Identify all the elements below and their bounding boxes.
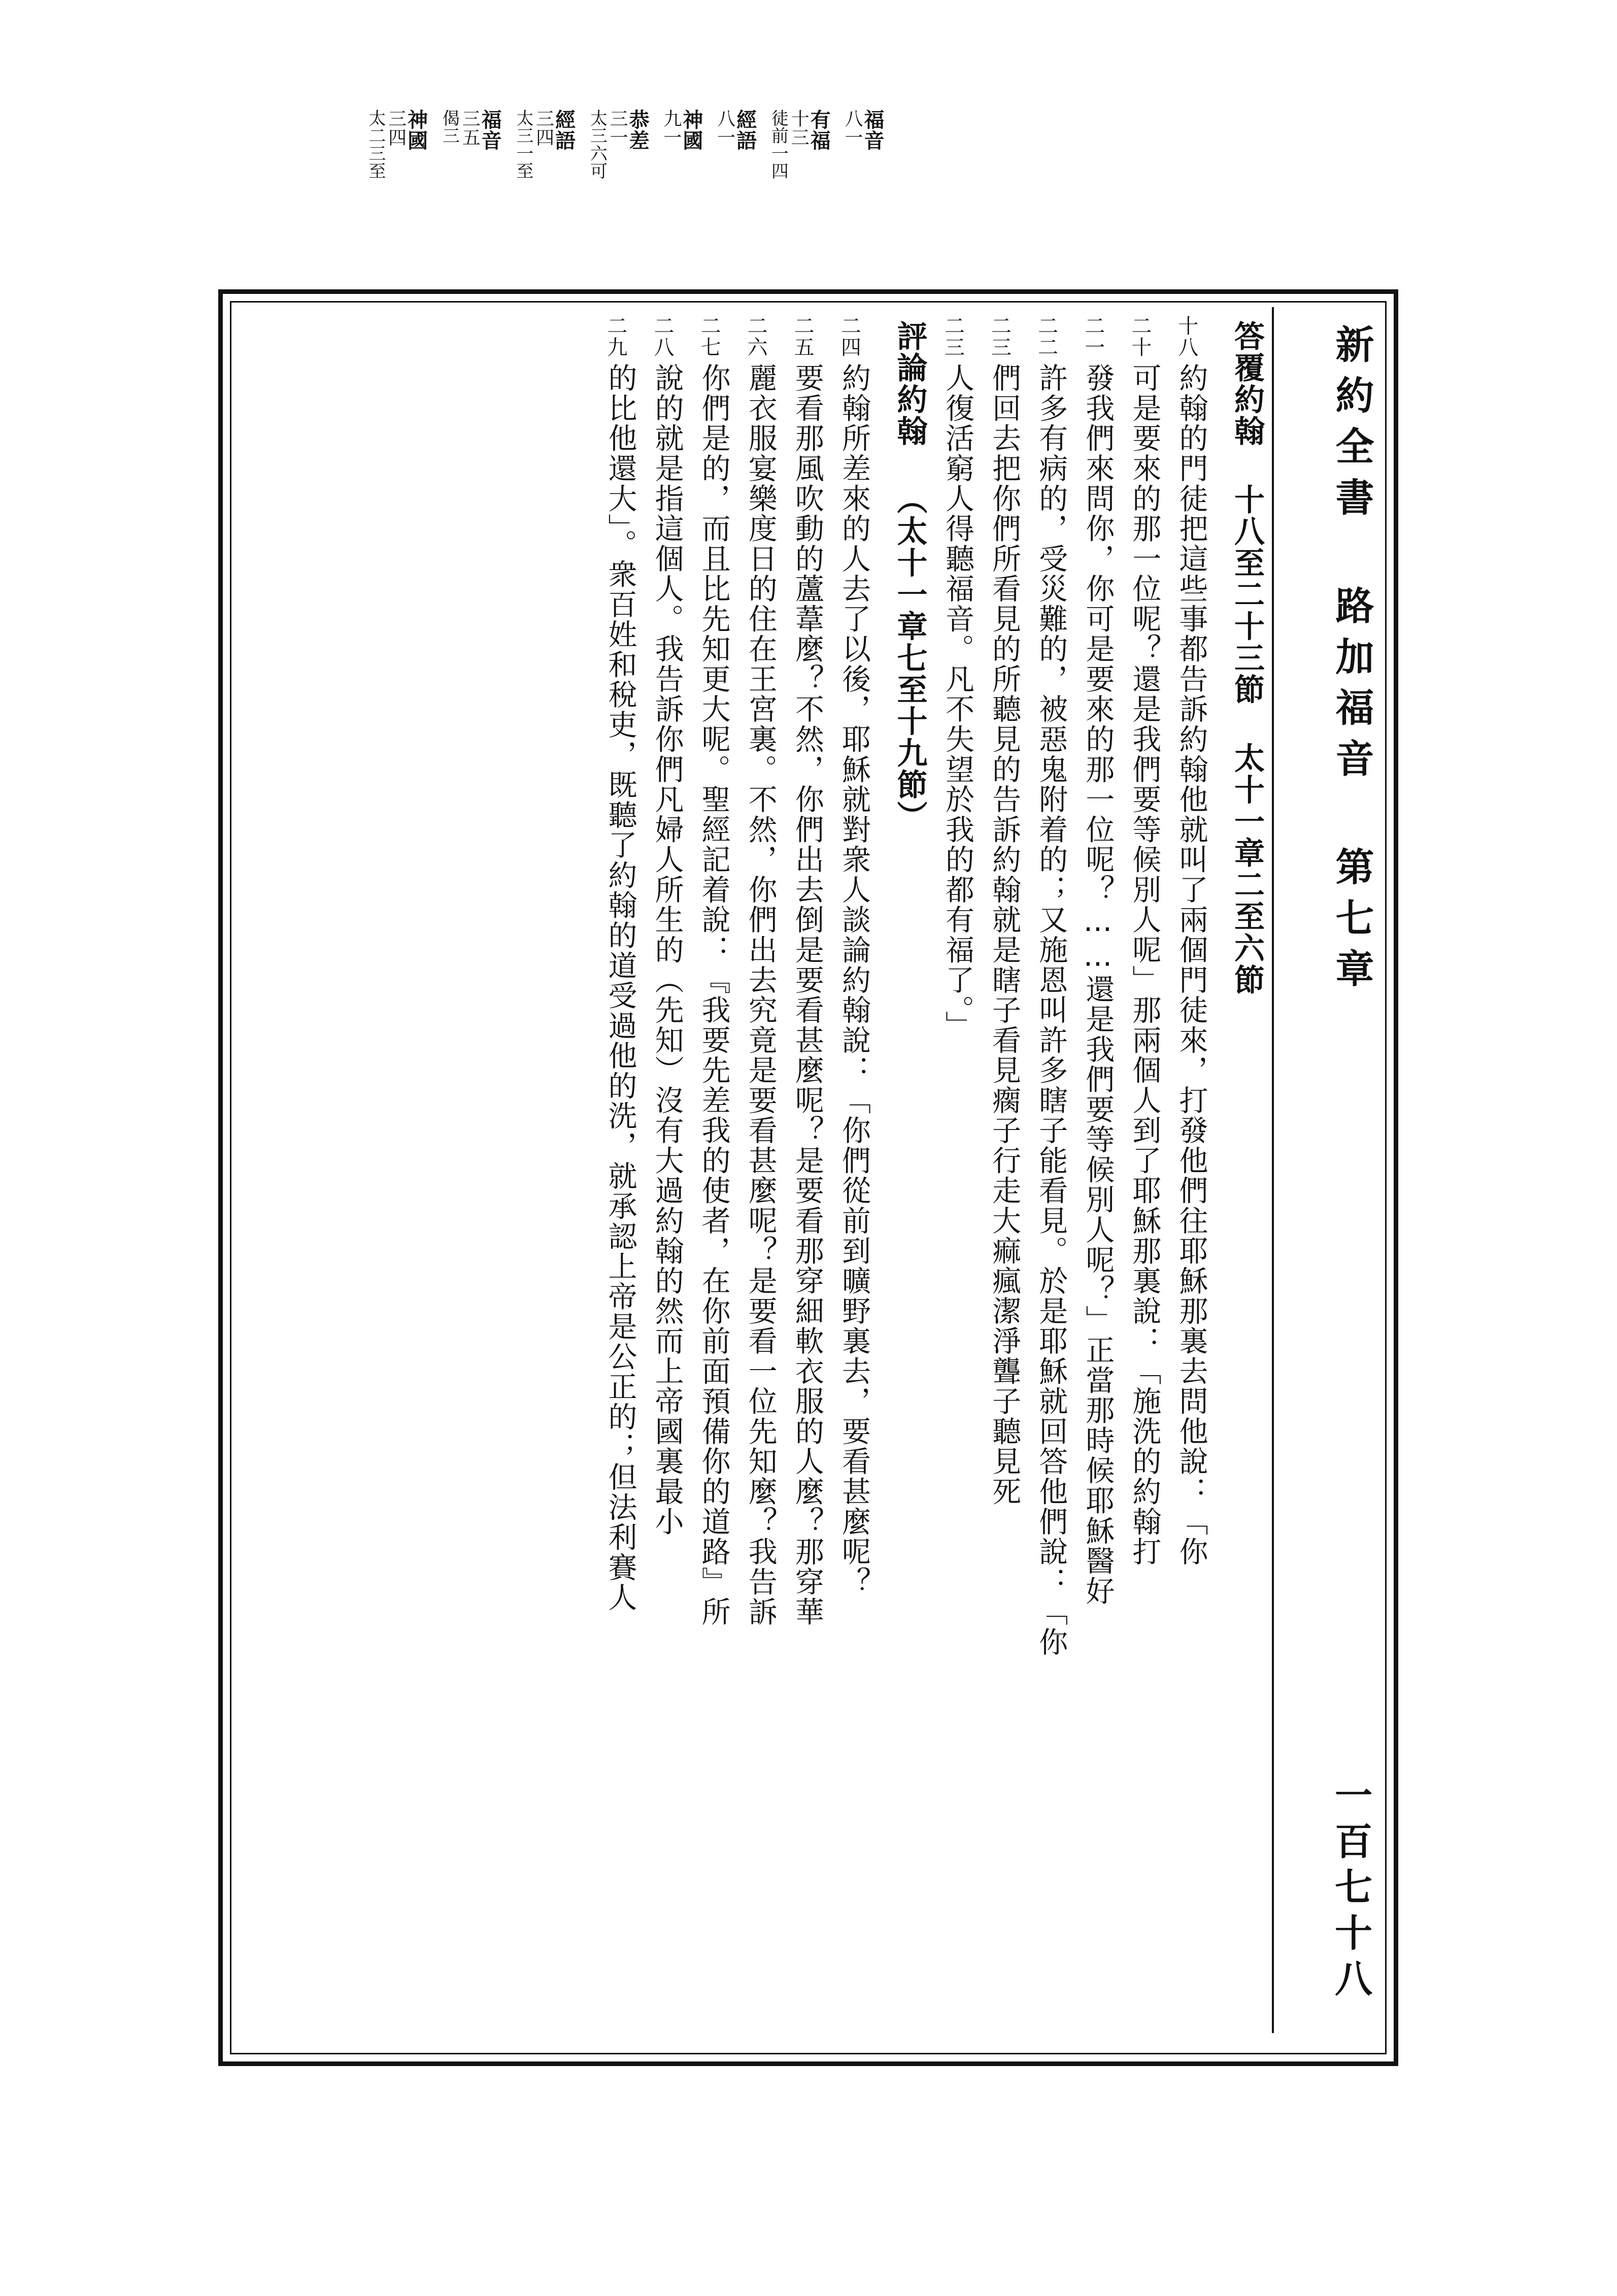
text-column <box>835 315 872 2031</box>
text-column <box>1126 315 1163 2031</box>
margin-note-label: 恭差 <box>626 109 650 151</box>
verse-marker: 二九 <box>603 315 627 358</box>
verse-text: 要看那風吹動的蘆葦麼？不然，你們出去倒是要看甚麼呢？是要看那穿細軟衣服的人麼？那穿華 <box>790 363 824 1627</box>
margin-note-label: 經語 <box>733 109 757 151</box>
margin-note-number: 三四 <box>533 109 554 147</box>
margin-note-number: 八一 <box>842 109 863 147</box>
margin-note-number: 八一 <box>714 109 735 147</box>
verse-marker: 二三 <box>988 315 1012 358</box>
margin-note-label: 有福 <box>807 109 831 151</box>
margin-note <box>514 109 574 180</box>
verse-marker: 二八 <box>650 315 674 358</box>
margin-note-number: 三一 <box>607 109 628 147</box>
margin-note-number: 三五 <box>459 109 481 147</box>
margin-note-reference: 太三一至 <box>513 109 533 180</box>
verse-marker: 二三 <box>941 315 965 358</box>
verse-marker: 二一 <box>1081 315 1105 358</box>
section-heading-column <box>1227 315 1267 2031</box>
text-column <box>938 315 976 2031</box>
margin-note <box>661 109 702 151</box>
margin-note-label: 經語 <box>552 109 576 151</box>
text-column <box>742 315 779 2031</box>
text-column <box>695 315 732 2031</box>
page-number: 一百七十八 <box>1329 1775 1372 2005</box>
verse-marker: 二五 <box>791 315 815 358</box>
verse-text: 麗衣服宴樂度日的住在王宮裏。不然，你們出去究竟是要看甚麼呢？是要看一位先知麼？我告訴 <box>744 363 778 1627</box>
text-column <box>648 315 686 2031</box>
header-divider-rule <box>1272 307 1274 2033</box>
verse-marker: 十八 <box>1174 315 1198 358</box>
margin-note-label: 福音 <box>478 109 502 151</box>
text-column <box>1032 315 1070 2031</box>
margin-note-number: 三四 <box>385 109 407 147</box>
margin-note-reference: 太二三至 <box>365 109 386 180</box>
verse-text: 發我們來問你，你可是要來的那一位呢？……還是我們要等候別人呢？」正當那時候耶穌醫好 <box>1081 363 1115 1606</box>
margin-note <box>588 109 648 180</box>
heading-text: 答覆約翰 十八至二十三節 太十一章二至六節 <box>1229 320 1265 996</box>
margin-note-reference: 徒前一四 <box>768 109 789 180</box>
margin-note <box>440 109 500 151</box>
verse-text: 你們是的，而且比先知更大呢。聖經記着說：『我要先差我的使者，在你前面預備你的道路』所 <box>697 363 731 1627</box>
section-heading-column <box>890 315 929 2031</box>
margin-note <box>843 109 883 151</box>
verse-text: 人復活窮人得聽福音。凡不失望於我的都有福了。」 <box>940 363 974 1041</box>
margin-note-reference: 偈三 <box>439 109 460 145</box>
verse-text: 可是要來的那一位呢？還是我們要等候別人呢」那兩個人到了耶穌那裏說：「施洗的約翰打 <box>1127 363 1161 1567</box>
verse-marker: 二十 <box>1128 315 1152 358</box>
margin-note <box>366 109 426 180</box>
verse-marker: 二六 <box>744 315 768 358</box>
page-header-column <box>1280 314 1376 2040</box>
margin-note <box>715 109 756 151</box>
margin-note-number: 九一 <box>660 109 682 147</box>
verse-text: 約翰所差來的人去了以後，耶穌就對衆人談論約翰說：「你們從前到曠野裏去，要看甚麼呢？ <box>837 363 871 1597</box>
verse-text: 說的就是指這個人。我告訴你們凡婦人所生的（先知）沒有大過約翰的然而上帝國裏最小 <box>650 363 684 1537</box>
verse-text: 的比他還大」。衆百姓和稅吏，既聽了約翰的道受過他的洗，就承認上帝是公正的；但法利賽人 <box>603 363 637 1613</box>
heading-text: 評論約翰 （太十一章七至十九節） <box>892 320 928 833</box>
verse-marker: 二二 <box>1034 315 1058 358</box>
margin-note-label: 神國 <box>679 109 703 151</box>
body-columns <box>241 315 1267 2046</box>
margin-note-reference: 太三六可 <box>587 109 608 180</box>
margin-note-number: 十三 <box>788 109 810 147</box>
verse-marker: 二七 <box>697 315 721 358</box>
margin-note-label: 福音 <box>861 109 884 151</box>
text-frame <box>218 289 1398 2066</box>
margin-note <box>769 109 829 180</box>
margin-note-label: 神國 <box>404 109 428 151</box>
verse-marker: 二四 <box>837 315 861 358</box>
text-column <box>1172 315 1210 2031</box>
text-column <box>986 315 1023 2031</box>
verse-text: 許多有病的，受災難的，被惡鬼附着的；又施恩叫許多瞎子能看見。於是耶穌就回答他們說：「你 <box>1034 363 1068 1657</box>
verse-text: 們回去把你們所看見的所聽見的告訴約翰就是瞎子看見瘸子行走大痲瘋潔淨聾子聽見死 <box>987 363 1021 1507</box>
verse-text: 約翰的門徒把這些事都告訴約翰他就叫了兩個門徒來，打發他們往耶穌那裏去問他說：「你 <box>1174 363 1208 1567</box>
text-column <box>601 315 639 2031</box>
page-title: 新約全書 路加福音 第七章 <box>1329 324 1374 1000</box>
text-column <box>788 315 826 2031</box>
text-column <box>1079 315 1117 2031</box>
margin-notes <box>274 109 883 277</box>
